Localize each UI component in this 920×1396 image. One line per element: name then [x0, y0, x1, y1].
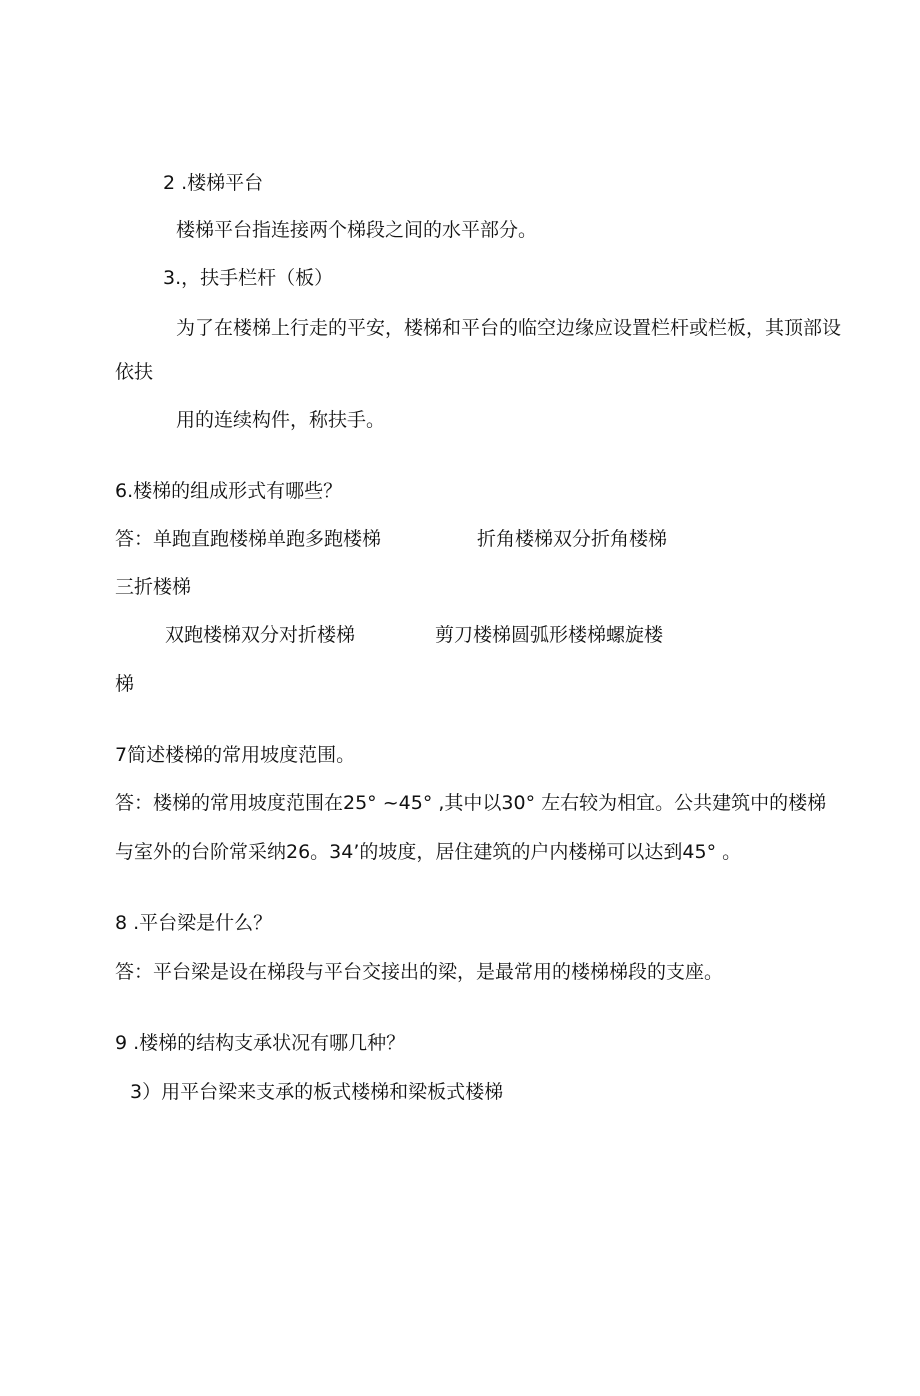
- question-6-answer-part-b: 折角楼梯双分折角楼梯: [477, 528, 668, 550]
- section-2-text: 楼梯平台指连接两个梯段之间的水平部分。: [176, 219, 538, 241]
- section-3-text-line-1: 为了在楼梯上行走的平安，楼梯和平台的临空边缘应设置栏杆或栏板，其顶部设: [176, 317, 842, 339]
- question-6-answer-part-d: 双跑楼梯双分对折楼梯: [165, 624, 356, 646]
- section-3-text-line-3: 用的连续构件，称扶手。: [176, 409, 386, 431]
- question-6-answer-line-1: [115, 527, 667, 551]
- question-7-answer-line-2: 与室外的台阶常采纳26。34’的坡度，居住建筑的户内楼梯可以达到45° 。: [115, 841, 742, 863]
- section-3-heading: 3.，扶手栏杆（板）: [163, 267, 334, 289]
- question-9-title: 9 .楼梯的结构支承状况有哪几种？: [115, 1032, 406, 1054]
- question-7-title: 7简述楼梯的常用坡度范围。: [115, 744, 356, 766]
- section-3-text-line-2: 依扶: [115, 361, 154, 383]
- section-2-heading: 2 .楼梯平台: [163, 172, 264, 194]
- question-6-answer-line-2: 三折楼梯: [115, 576, 192, 598]
- question-6-title: 6.楼梯的组成形式有哪些？: [115, 480, 343, 502]
- question-7-answer-line-1: 答：楼梯的常用坡度范围在25° ~45° ,其中以30° 左右较为相宜。公共建筑中的楼梯: [115, 792, 827, 814]
- question-6-answer-line-3: [165, 623, 663, 647]
- question-8-answer: 答：平台梁是设在梯段与平台交接出的梁，是最常用的楼梯梯段的支座。: [115, 961, 724, 983]
- question-6-answer-part-e: 剪刀楼梯圆弧形楼梯螺旋楼: [435, 624, 664, 646]
- question-6-answer-line-4: 梯: [115, 673, 135, 695]
- question-6-answer-part-a: 答：单跑直跑楼梯单跑多跑楼梯: [115, 528, 382, 550]
- question-8-title: 8 .平台梁是什么？: [115, 912, 273, 934]
- question-9-item-3: 3）用平台梁来支承的板式楼梯和梁板式楼梯: [130, 1081, 504, 1103]
